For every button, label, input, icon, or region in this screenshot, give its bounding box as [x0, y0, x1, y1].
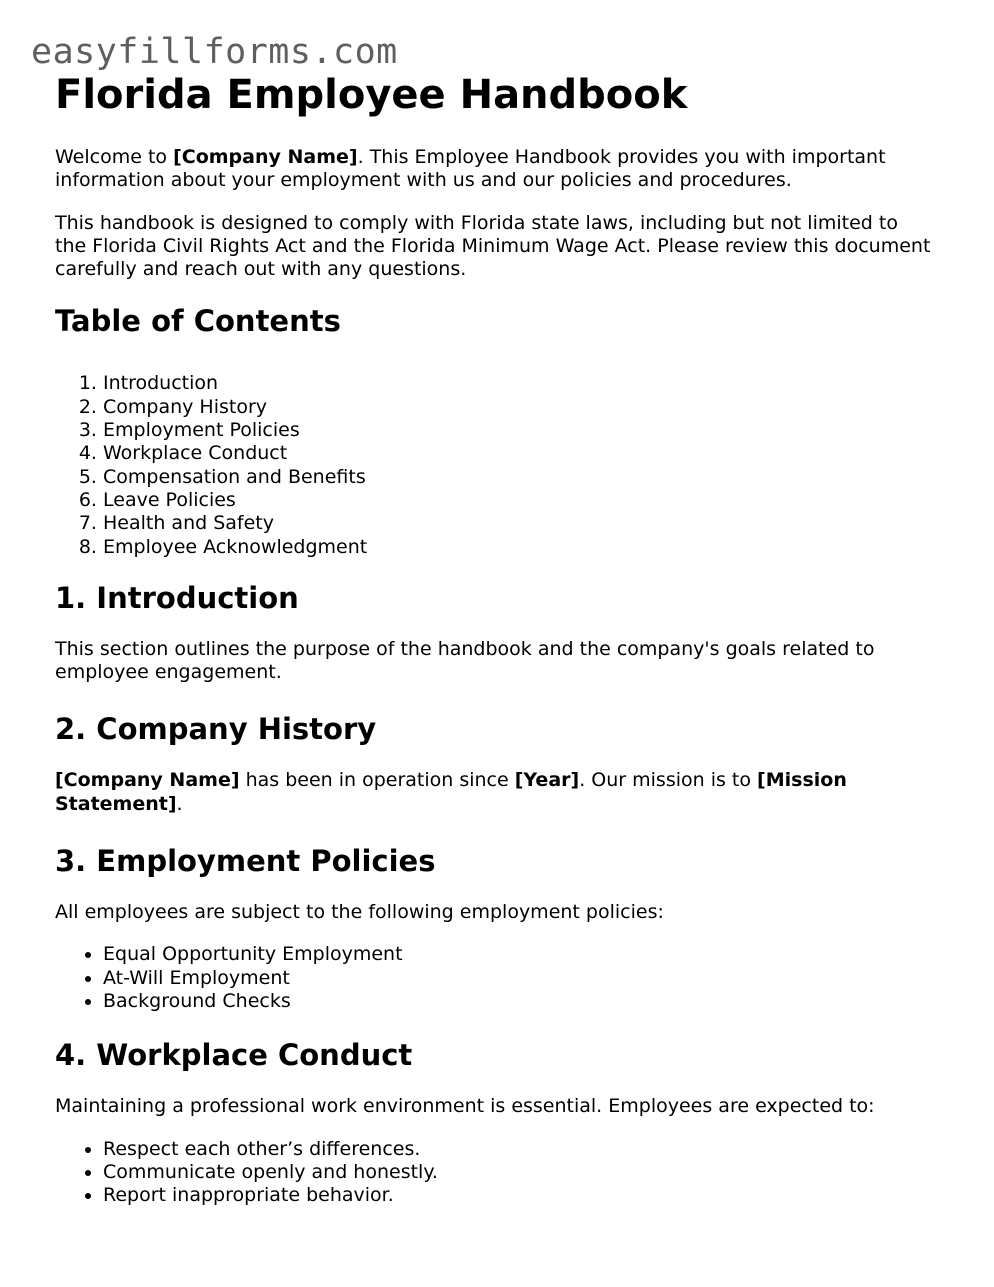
history-text-a: has been in operation since [239, 769, 515, 792]
list-item: • Report inappropriate behavior. [103, 1184, 935, 1207]
list-item: • Background Checks [103, 990, 935, 1013]
toc-item-workplace-conduct: 4. Workplace Conduct [103, 442, 935, 465]
list-item: • Equal Opportunity Employment [103, 943, 935, 966]
section-introduction-text: This section outlines the purpose of the handbook and the company's goals related to employee engagement. [55, 637, 875, 684]
history-text-c: . [176, 792, 183, 815]
toc-item-compensation-benefits: 5. Compensation and Benefits [103, 466, 935, 489]
conduct-expectations-list [55, 1138, 935, 1208]
toc-item-introduction: 1. Introduction [103, 372, 935, 395]
employment-policies-list [55, 943, 935, 1013]
toc-item-company-history: 2. Company History [103, 396, 935, 419]
section-employment-heading: 3. Employment Policies [55, 844, 436, 879]
toc-list [55, 372, 935, 558]
intro-paragraph-1 [55, 146, 935, 193]
year-placeholder: [Year] [514, 769, 580, 792]
company-name-placeholder: [Company Name] [55, 769, 240, 792]
history-text-b: . Our mission is to [579, 769, 758, 792]
toc-item-employee-acknowledgment: 8. Employee Acknowledgment [103, 536, 935, 559]
document-body [55, 70, 935, 1207]
section-history-heading: 2. Company History [55, 712, 377, 747]
watermark: easyfillforms.com [31, 32, 398, 72]
section-history-text [55, 769, 935, 816]
toc-item-health-safety: 7. Health and Safety [103, 512, 935, 535]
section-conduct-heading: 4. Workplace Conduct [55, 1038, 413, 1073]
list-item: • At-Will Employment [103, 967, 935, 990]
toc-item-leave-policies: 6. Leave Policies [103, 489, 935, 512]
list-item: • Respect each other’s differences. [103, 1138, 935, 1161]
section-introduction-heading: 1. Introduction [55, 580, 299, 615]
company-name-placeholder: [Company Name] [173, 146, 358, 168]
intro-text-a: Welcome to [55, 146, 174, 168]
toc-heading: Table of Contents [55, 304, 341, 339]
list-item: • Communicate openly and honestly. [103, 1161, 935, 1184]
toc-item-employment-policies: 3. Employment Policies [103, 419, 935, 442]
section-conduct-text: Maintaining a professional work environment is essential. Employees are expected to: [55, 1095, 875, 1118]
intro-text-b: . This Employee Handbook provides you with important information about your employment with us and our policies and procedures. [55, 146, 886, 192]
section-employment-text: All employees are subject to the following employment policies: [55, 901, 664, 924]
intro-paragraph-2: This handbook is designed to comply with Florida state laws, including but not limited to the Florida Civil Rights Act and the Florida Minimum Wage Act. Please review this document carefully and reach out with any questions. [55, 211, 931, 281]
mission-statement-placeholder: [Mission Statement] [55, 769, 847, 815]
document-title: Florida Employee Handbook [55, 72, 688, 118]
